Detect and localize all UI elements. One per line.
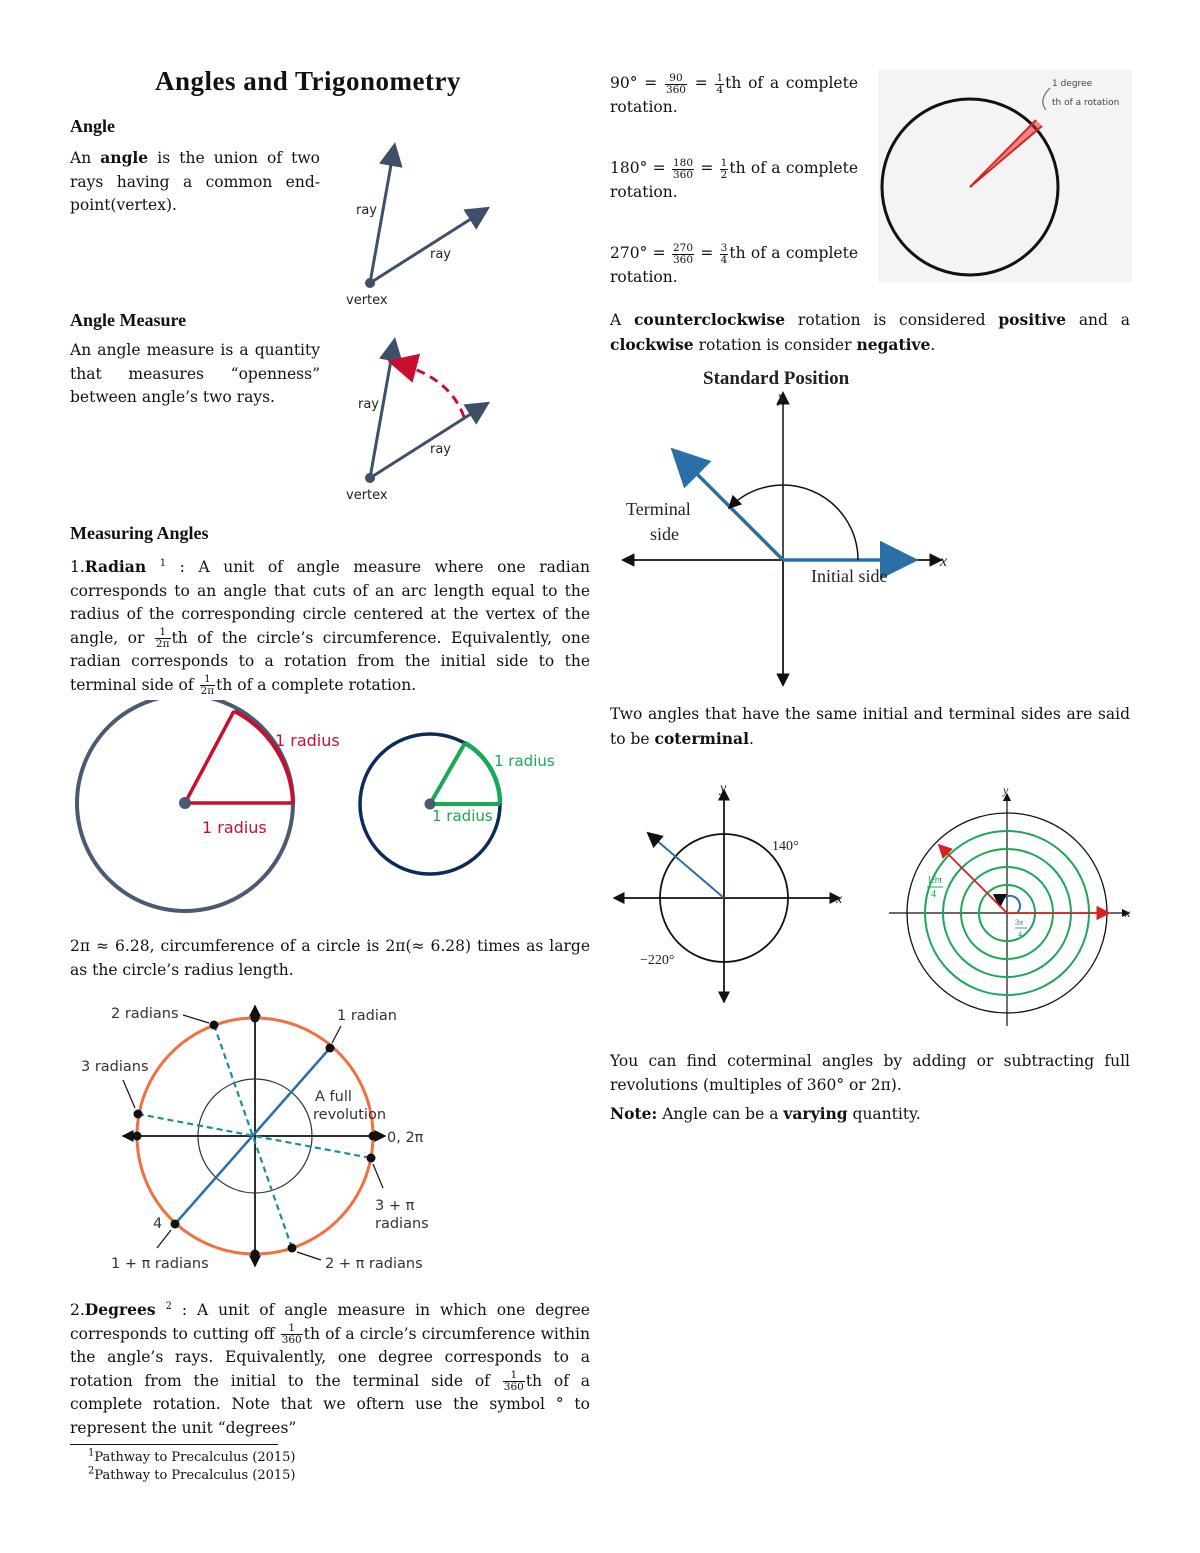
radius-figure — [70, 700, 590, 930]
label-2pi: 2 + π radians — [325, 1256, 423, 1272]
rotation-90: 90° = $\frac{90}{360}$ = $\frac{1}{4}$ th of a complete rotation. — [610, 71, 859, 116]
coterminal-text: Two angles that have the same initial and terminal sides are said to be coterminal. — [610, 705, 1130, 748]
label-3pi-1: 3 + π — [375, 1198, 415, 1214]
small-radius-angled — [430, 743, 465, 804]
y-label: y — [1003, 783, 1009, 797]
vertex-dot — [365, 473, 375, 483]
x-label: x — [940, 553, 948, 570]
heading-angle-measure: Angle Measure — [70, 310, 187, 330]
ray-label-1: ray — [358, 397, 380, 412]
x-label: x — [836, 892, 843, 907]
terminal-ray — [648, 833, 724, 898]
standard-position-figure — [618, 362, 958, 692]
coterminal-figure-2 — [885, 780, 1135, 1030]
big-arc-label: 1 radius — [275, 731, 340, 750]
note-text: Note: Angle can be a varying quantity. — [610, 1104, 921, 1123]
degree-label-2: th of a rotation — [1052, 98, 1120, 108]
standard-title: Standard Position — [703, 368, 850, 389]
footnote-1: $^1$Pathway to Precalculus (2015) — [88, 1447, 296, 1465]
initial-label: Initial side — [811, 566, 888, 586]
rotation-arc — [730, 485, 858, 560]
rotation-270: 270° = $\frac{270}{360}$ = $\frac{3}{4}$ th of a complete rotation. — [610, 241, 859, 286]
label-4: 4 — [153, 1216, 163, 1232]
y-label: y — [778, 389, 786, 406]
small-side-label: 1 radius — [432, 807, 493, 825]
footnote-rule — [70, 1444, 278, 1445]
big-radius-angled — [185, 711, 234, 803]
vertex-label: vertex — [346, 488, 388, 503]
angle-neg-220: −220° — [640, 953, 675, 968]
big-center-dot — [179, 797, 191, 809]
rotation-180: 180° = $\frac{180}{360}$ = $\frac{1}{2}$ th of a complete rotation. — [610, 156, 859, 201]
openness-arc — [396, 363, 464, 417]
angle-measure-figure — [330, 335, 510, 505]
circumference-text: 2π ≈ 6.28, circumference of a circle is 2π(≈ 6.28) times as large as the circle’s radius length. — [70, 937, 590, 979]
ray-label-2: ray — [430, 247, 452, 262]
frac-19pi-num: 19π — [927, 875, 943, 886]
footnote-2: $^2$Pathway to Precalculus (2015) — [88, 1465, 296, 1483]
terminal-label-2: side — [650, 524, 679, 544]
terminal-side — [939, 845, 1007, 913]
vertex-dot — [365, 278, 375, 288]
angle-measure-definition: An angle measure is a quantity that measures “openness” between angle’s two rays. — [70, 341, 320, 406]
big-side-label: 1 radius — [202, 818, 267, 837]
vertex-label: vertex — [346, 293, 388, 308]
label-full-1: A full — [315, 1089, 352, 1105]
label-zero-2pi: 0, 2π — [387, 1130, 424, 1146]
label-1-radian: 1 radian — [337, 1008, 397, 1024]
degree-figure — [878, 70, 1132, 282]
label-full-2: revolution — [313, 1107, 387, 1123]
label-2-radians: 2 radians — [111, 1006, 179, 1022]
frac-3pi-den: 4 — [1018, 930, 1022, 939]
ray-line-2 — [370, 210, 485, 283]
frac-3pi-num: 3π — [1015, 918, 1024, 927]
degrees-definition: 2.Degrees $^2$ : A unit of angle measure in which one degree corresponds to cutting off $\frac{1}{360}$ th of a circle’s circumference within the angle’s rays. Equivalently, one degree corresponds to a rotation from the initial to the terminal side of $\frac{1}{360}$ th of a complete rotation. Note that we oftern use the symbol ° to represent the unit “degrees” — [70, 1300, 591, 1437]
radian-definition: 1.Radian $^1$ : A unit of angle measure where one radian corresponds to an angle that cuts of an arc length equal to the radius of the corresponding circle centered at the vertex of the angle, or $\frac{1}{2\pi}$ th of the circle’s circumference. Equivalently, one radian corresponds to a rotation from the initial side to the terminal side of $\frac{1}{2\pi}$ th of a complete rotation. — [70, 557, 590, 697]
y-label: y — [720, 781, 727, 796]
heading-measuring-angles: Measuring Angles — [70, 523, 209, 543]
radians-figure — [75, 998, 455, 1283]
find-coterminal-text: You can find coterminal angles by adding or subtracting full revolutions (multiples of 360° or 2π). — [610, 1052, 1130, 1094]
ray-label-2: ray — [430, 442, 452, 457]
label-1pi: 1 + π radians — [111, 1256, 209, 1272]
ray-label-1: ray — [356, 203, 378, 218]
angle-definition: An angle is the union of two rays having a common end-point(vertex). — [70, 148, 320, 214]
ray-line-2 — [370, 405, 485, 478]
label-3pi-2: radians — [375, 1216, 429, 1232]
heading-angle: Angle — [70, 116, 115, 136]
angle-figure — [330, 140, 510, 310]
frac-19pi-den: 4 — [931, 889, 936, 900]
label-3-radians: 3 radians — [81, 1059, 149, 1075]
angle-140: 140° — [772, 839, 799, 854]
x-label: x — [1125, 906, 1131, 920]
small-arc-label: 1 radius — [494, 752, 555, 770]
direction-text: A counterclockwise rotation is considered positive and a clockwise rotation is consider negative. — [610, 310, 1130, 354]
coterminal-figure-1 — [610, 778, 850, 1008]
degree-label-1: 1 degree — [1052, 79, 1093, 89]
page-title: Angles and Trigonometry — [155, 66, 462, 96]
terminal-label-1: Terminal — [626, 499, 691, 519]
small-arc — [1000, 896, 1020, 913]
